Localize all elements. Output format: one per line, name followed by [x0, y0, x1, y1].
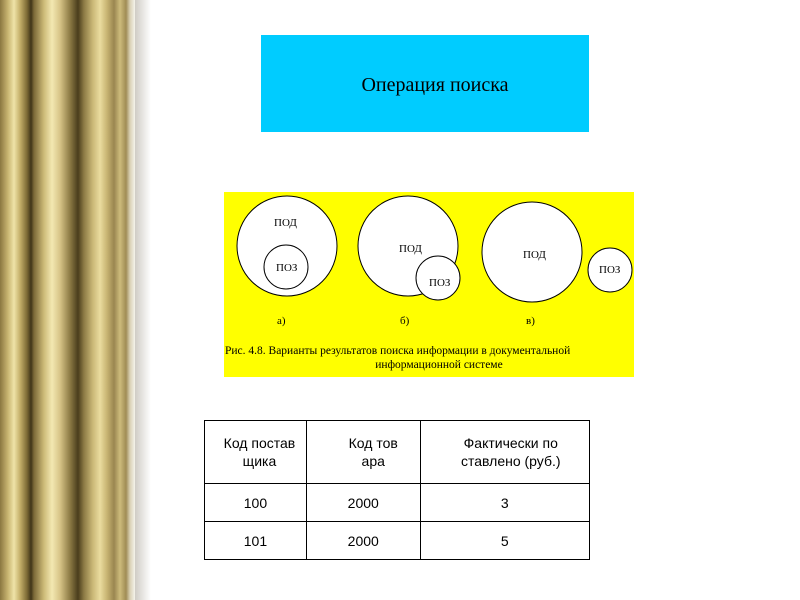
label-b-outer: ПОД [399, 243, 422, 255]
decorative-gold-column [0, 0, 135, 600]
table-cell: 3 [420, 484, 589, 522]
label-c-outer: ПОД [523, 249, 546, 261]
variant-label-c: в) [526, 315, 535, 327]
label-b-inner: ПОЗ [429, 277, 451, 289]
table-header-row [205, 421, 590, 484]
table-cell: 100 [205, 484, 307, 522]
table-cell: 101 [205, 522, 307, 560]
label-c-inner: ПОЗ [599, 264, 621, 276]
label-a-inner: ПОЗ [276, 262, 298, 274]
variant-label-b: б) [400, 315, 410, 327]
figure-caption [224, 344, 634, 372]
caption-line-1: Рис. 4.8. Варианты результатов поиска информации в документальной [225, 345, 571, 357]
table-row [205, 522, 590, 560]
slide-title: Операция поиска [361, 73, 509, 96]
title-box [261, 35, 589, 132]
table-cell: 5 [420, 522, 589, 560]
caption-line-2: информационной системе [375, 359, 503, 371]
column-shadow [135, 0, 151, 600]
column-header-actually-supplied: Фактически поставлено (руб.) [420, 421, 589, 484]
table-row [205, 484, 590, 522]
table-cell: 2000 [306, 522, 420, 560]
column-header-product-code: Код товара [306, 421, 420, 484]
supply-table [204, 420, 590, 560]
search-results-figure [224, 192, 634, 377]
label-a-outer: ПОД [274, 217, 297, 229]
table-cell: 2000 [306, 484, 420, 522]
variant-label-a: а) [277, 315, 286, 327]
column-header-supplier-code: Код поставщика [205, 421, 307, 484]
